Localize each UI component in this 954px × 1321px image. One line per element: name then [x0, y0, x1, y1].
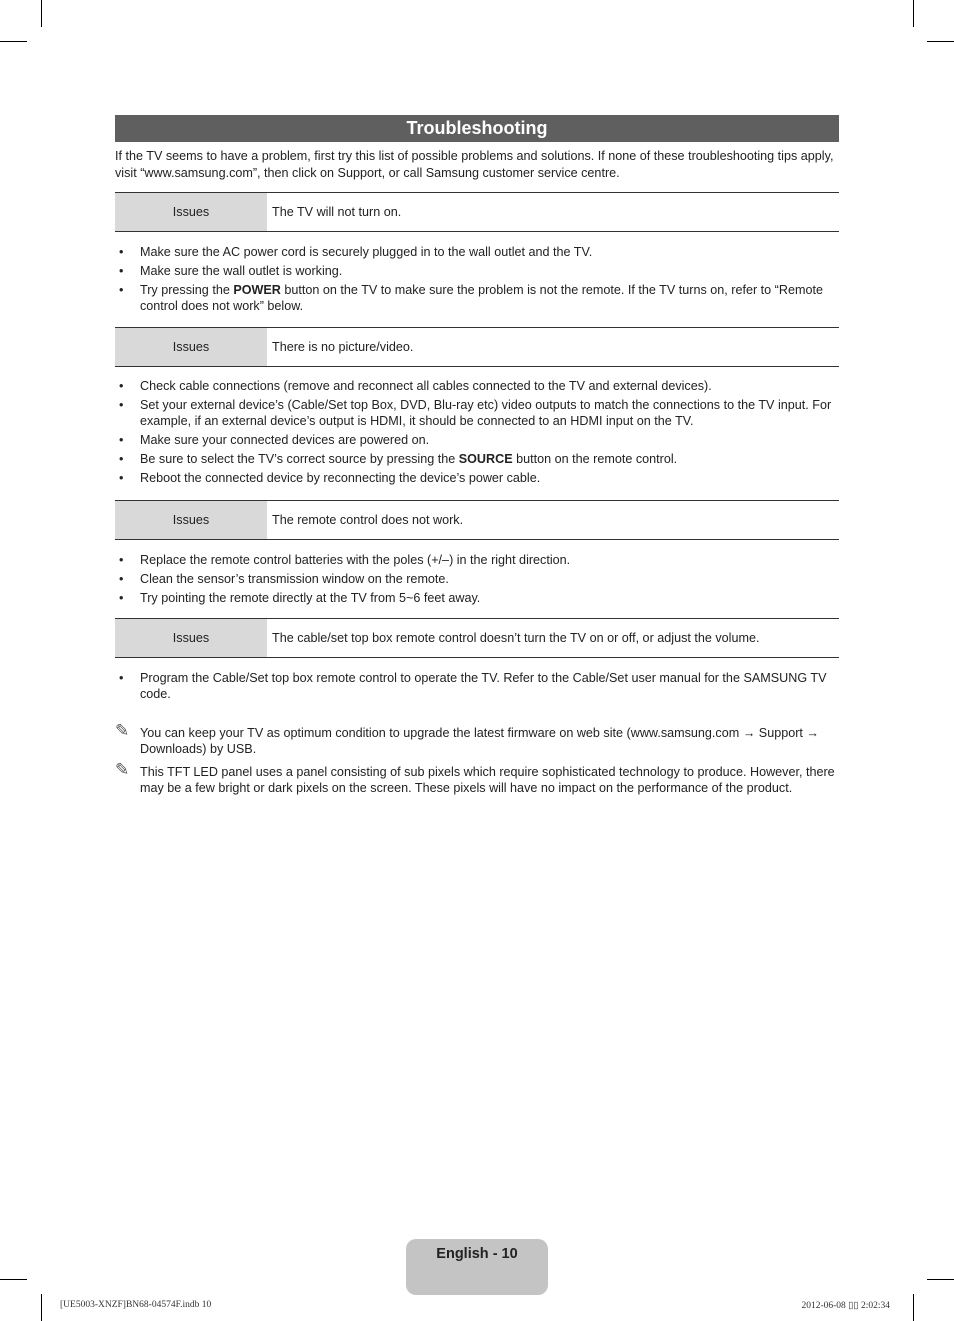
crop-mark [0, 1279, 27, 1280]
bullet-icon: • [119, 671, 124, 685]
crop-mark [41, 1294, 42, 1321]
note-text: You can keep your TV as optimum condition to upgrade the latest firmware on web site (www.samsung.com → Support → Downloads) by USB. [140, 726, 819, 756]
issue-row [115, 327, 839, 367]
pencil-icon: ✎ [115, 721, 130, 740]
page-number-tab [406, 1239, 548, 1295]
list-item: • Clean the sensor’s transmission window on the remote. [119, 572, 449, 586]
issue-label: Issues [115, 193, 267, 231]
issue-text: The remote control does not work. [272, 513, 464, 527]
list-item: • Set your external device’s (Cable/Set top Box, DVD, Blu-ray etc) video outputs to match the connections to the TV input. For example, if an external device’s output is HDMI, it should be connected to an HDMI input on the TV. [119, 398, 832, 428]
bullet-icon: • [119, 398, 124, 412]
print-file-info: [UE5003-XNZF]BN68-04574F.indb 10 [60, 1300, 212, 1310]
section-title: Troubleshooting [115, 115, 839, 142]
solution-list [115, 552, 839, 609]
print-date-info: 2012-06-08 ▯▯ 2:02:34 [801, 1301, 890, 1311]
solution-list [115, 378, 839, 489]
crop-mark [913, 0, 914, 27]
list-item: • Try pressing the POWER button on the TV to make sure the problem is not the remote. If the TV turns on, refer to “Remote control does not work” below. [119, 283, 823, 313]
list-item: • Make sure the AC power cord is securely plugged in to the wall outlet and the TV. [119, 245, 593, 259]
issue-label: Issues [115, 619, 267, 657]
bullet-icon: • [119, 553, 124, 567]
bullet-icon: • [119, 245, 124, 259]
note-text: This TFT LED panel uses a panel consisting of sub pixels which require sophisticated technology to produce. However, there may be a few bright or dark pixels on the screen. These pixels will have no impact on the performance of the product. [140, 765, 835, 795]
issue-text: There is no picture/video. [272, 340, 414, 354]
crop-mark [927, 1279, 954, 1280]
bullet-icon: • [119, 433, 124, 447]
issue-row [115, 618, 839, 658]
bullet-icon: • [119, 591, 124, 605]
list-item: • Make sure your connected devices are powered on. [119, 433, 430, 447]
issue-label: Issues [115, 501, 267, 539]
bullet-icon: • [119, 471, 124, 485]
list-item: • Reboot the connected device by reconnecting the device’s power cable. [119, 471, 541, 485]
bullet-icon: • [119, 452, 124, 466]
list-item: • Make sure the wall outlet is working. [119, 264, 343, 278]
bullet-icon: • [119, 283, 124, 297]
crop-mark [927, 41, 954, 42]
note [115, 760, 839, 796]
issue-text: The cable/set top box remote control doesn’t turn the TV on or off, or adjust the volume. [272, 631, 760, 645]
page-number: English - 10 [436, 1246, 518, 1262]
intro-paragraph: If the TV seems to have a problem, first try this list of possible problems and solutions. If none of these troubleshooting tips apply, visit “www.samsung.com”, then click on Support, or call Samsung customer service centre. [115, 149, 834, 180]
list-item: • Replace the remote control batteries with the poles (+/–) in the right direction. [119, 553, 571, 567]
list-item: • Try pointing the remote directly at the TV from 5~6 feet away. [119, 591, 481, 605]
solution-list [115, 244, 839, 317]
issue-label: Issues [115, 328, 267, 366]
bullet-icon: • [119, 572, 124, 586]
note [115, 721, 839, 757]
bullet-icon: • [119, 379, 124, 393]
bullet-icon: • [119, 264, 124, 278]
list-item: • Be sure to select the TV’s correct source by pressing the SOURCE button on the remote control. [119, 452, 678, 466]
list-item: • Program the Cable/Set top box remote control to operate the TV. Refer to the Cable/Set user manual for the SAMSUNG TV code. [119, 671, 827, 701]
solution-list [115, 670, 839, 705]
crop-mark [41, 0, 42, 27]
pencil-icon: ✎ [115, 760, 130, 779]
crop-mark [913, 1294, 914, 1321]
crop-mark [0, 41, 27, 42]
list-item: • Check cable connections (remove and reconnect all cables connected to the TV and external devices). [119, 379, 712, 393]
issue-text: The TV will not turn on. [272, 205, 402, 219]
issue-row [115, 500, 839, 540]
issue-row [115, 192, 839, 232]
